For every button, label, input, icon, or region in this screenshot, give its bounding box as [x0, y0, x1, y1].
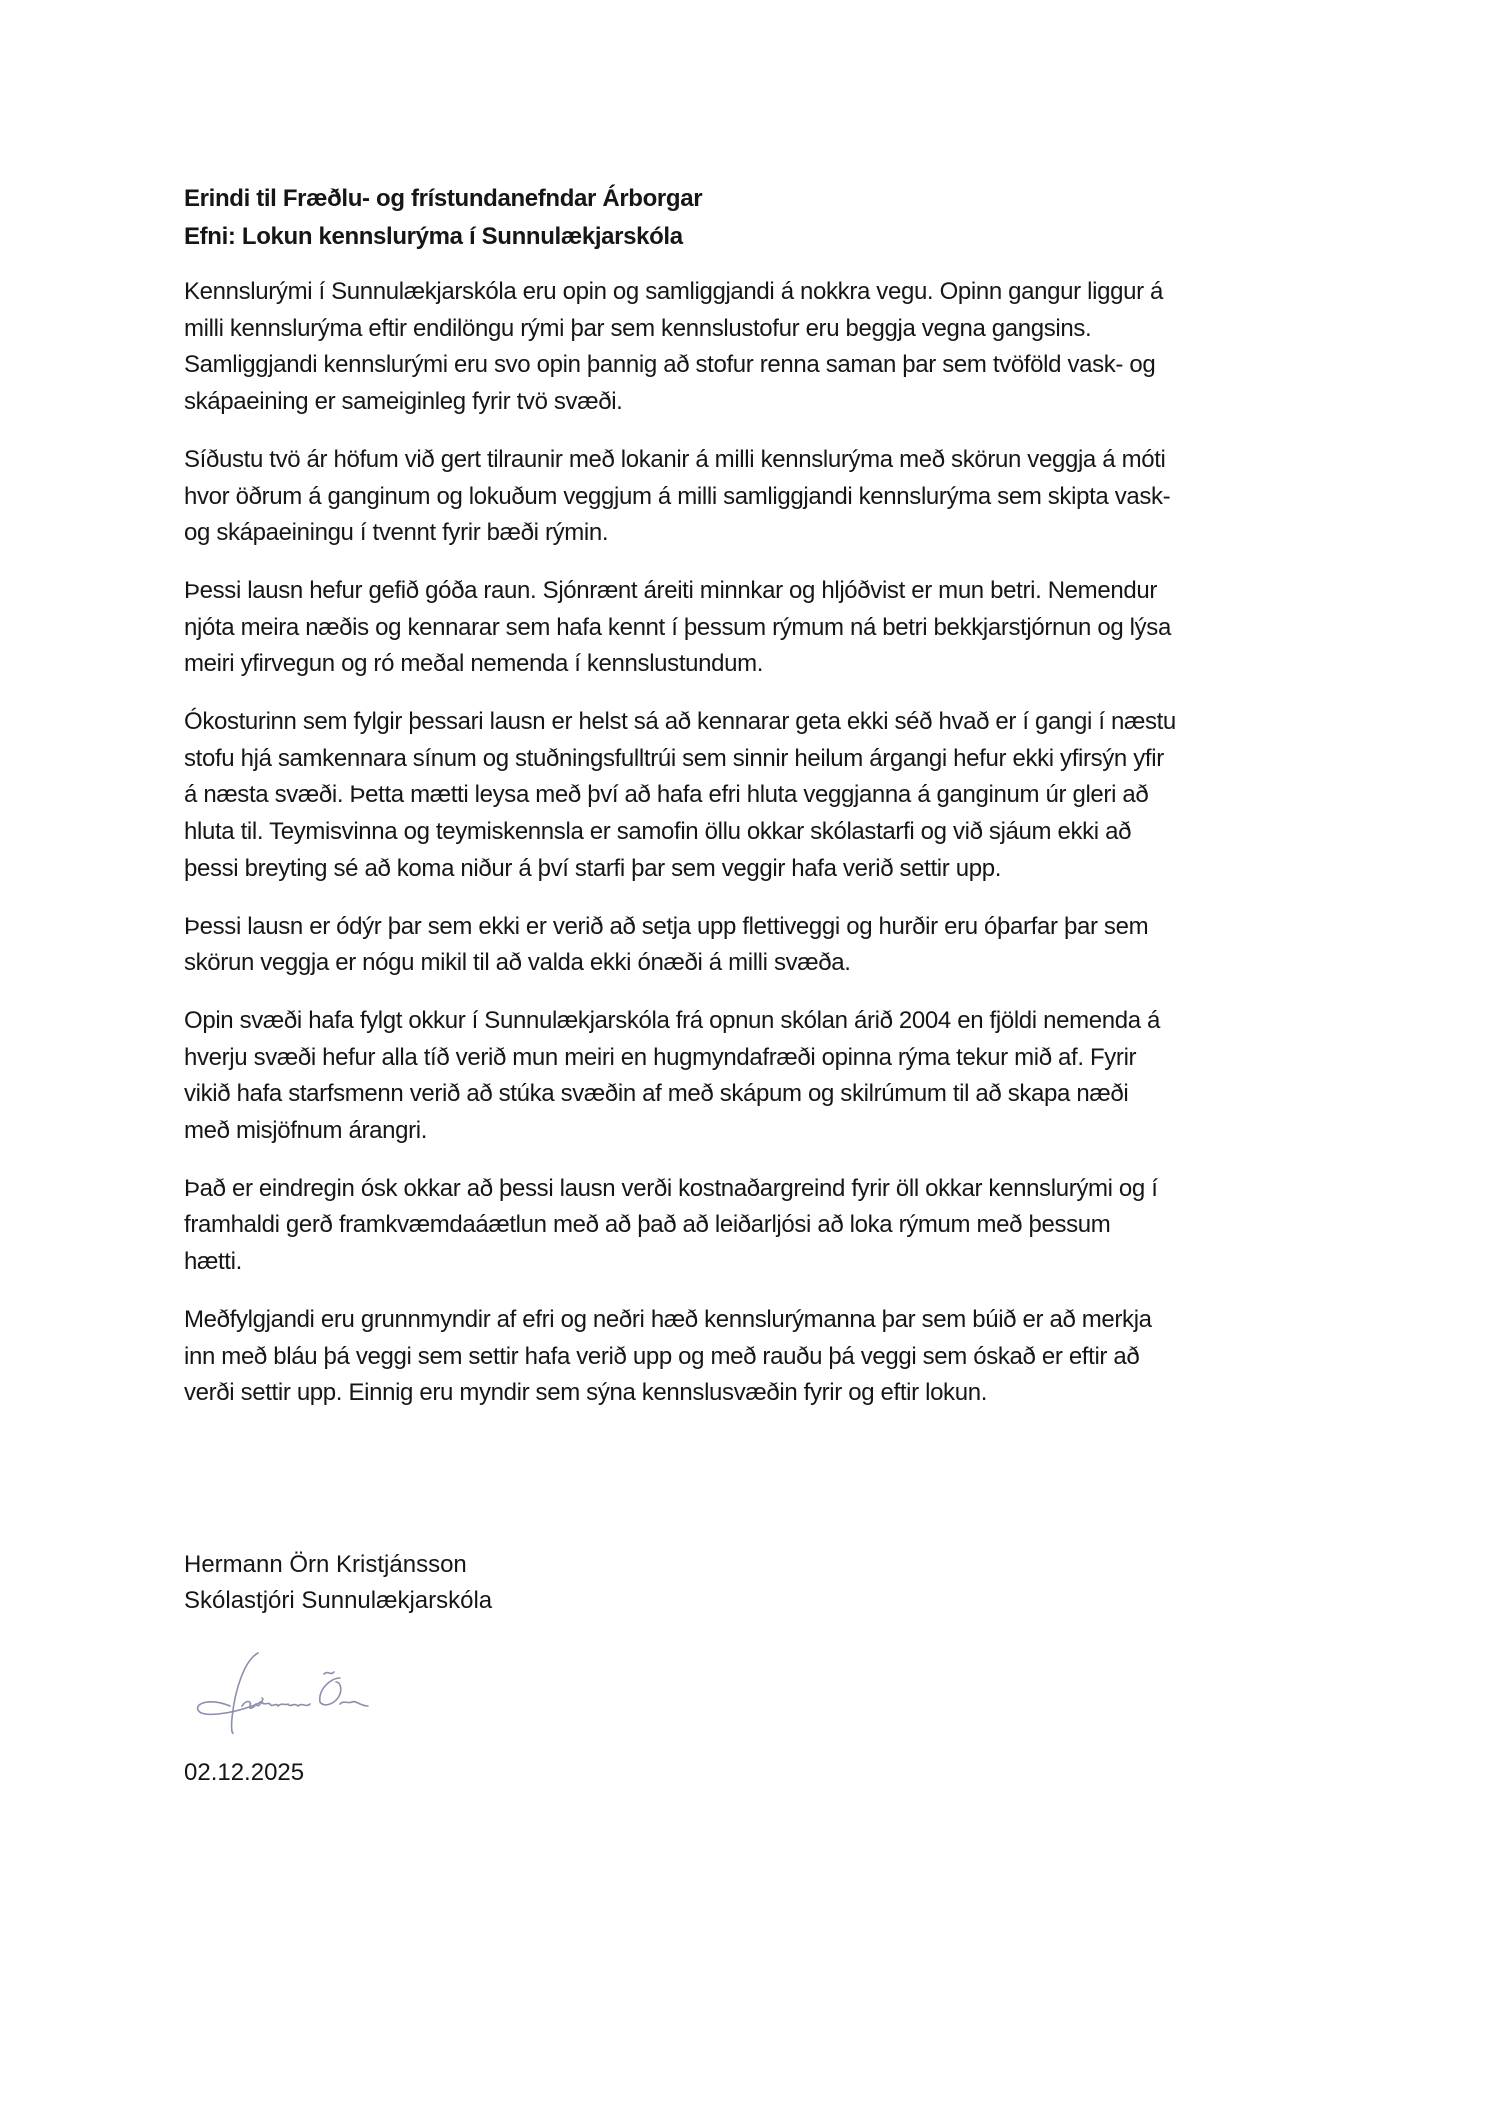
paragraph-line: inn með bláu þá veggi sem settir hafa verið upp og með rauðu þá veggi sem óskað er eftir að — [184, 1342, 1140, 1370]
paragraph-line: Þessi lausn er ódýr þar sem ekki er verið að setja upp flettiveggi og hurðir eru óþarfar þar sem — [184, 912, 1149, 940]
paragraph-line: milli kennslurýma eftir endilöngu rými þar sem kennslustofur eru beggja vegna gangsins. — [184, 314, 1092, 342]
paragraph-line: framhaldi gerð framkvæmdaáætlun með að það að leiðarljósi að loka rýmum með þessum — [184, 1211, 1111, 1239]
paragraph-line: Samliggjandi kennslurými eru svo opin þannig að stofur renna saman þar sem tvöföld vask- og — [184, 351, 1156, 379]
paragraph-line: þessi breyting sé að koma niður á því starfi þar sem veggir hafa verið settir upp. — [184, 854, 1002, 882]
paragraph-line: meiri yfirvegun og ró meðal nemenda í kennslustundum. — [184, 650, 764, 678]
paragraph-line: vikið hafa starfsmenn verið að stúka svæðin af með skápum og skilrúmum til að skapa næði — [184, 1080, 1129, 1108]
paragraph-line: njóta meira næðis og kennarar sem hafa kennt í þessum rýmum ná betri bekkjarstjórnun og lýsa — [184, 613, 1171, 641]
paragraph — [184, 909, 1344, 982]
paragraph-line: hvor öðrum á ganginum og lokuðum veggjum á milli samliggjandi kennslurýma sem skipta vask- — [184, 482, 1171, 510]
paragraph-line: Það er eindregin ósk okkar að þessi lausn verði kostnaðargreind fyrir öll okkar kennslurými og í — [184, 1174, 1158, 1202]
paragraph-line: hætti. — [184, 1248, 242, 1276]
paragraph — [184, 573, 1344, 683]
letter-heading — [184, 180, 1344, 256]
paragraph — [184, 704, 1344, 888]
paragraph-line: skápaeining er sameiginleg fyrir tvö svæði. — [184, 388, 623, 416]
heading-recipient: Erindi til Fræðlu- og frístundanefndar Árborgar — [184, 185, 703, 212]
paragraph-line: Þessi lausn hefur gefið góða raun. Sjónrænt áreiti minnkar og hljóðvist er mun betri. Nemendur — [184, 576, 1157, 604]
paragraph-line: hluta til. Teymisvinna og teymiskennsla er samofin öllu okkar skólastarfi og við sjáum ekki að — [184, 818, 1132, 846]
paragraph — [184, 1171, 1344, 1281]
paragraph — [184, 274, 1344, 421]
signatory-name: Hermann Örn Kristjánsson — [184, 1551, 467, 1578]
heading-subject: Efni: Lokun kennslurýma í Sunnulækjarskóla — [184, 223, 683, 250]
paragraph-line: verði settir upp. Einnig eru myndir sem sýna kennslusvæðin fyrir og eftir lokun. — [184, 1379, 988, 1407]
handwritten-signature — [190, 1648, 390, 1738]
paragraph — [184, 1302, 1344, 1412]
closing-block — [184, 1547, 492, 1619]
paragraph-line: á næsta svæði. Þetta mætti leysa með því að hafa efri hluta veggjanna á ganginum úr gleri að — [184, 781, 1149, 809]
paragraph-line: skörun veggja er nógu mikil til að valda ekki ónæði á milli svæða. — [184, 949, 851, 977]
paragraph-line: og skápaeiningu í tvennt fyrir bæði rýmin. — [184, 519, 609, 547]
paragraph-line: með misjöfnum árangri. — [184, 1117, 428, 1145]
paragraph — [184, 442, 1344, 552]
paragraph-line: hverju svæði hefur alla tíð verið mun meiri en hugmyndafræði opinna rýma tekur mið af. Fyrir — [184, 1043, 1137, 1071]
paragraph-line: Opin svæði hafa fylgt okkur í Sunnulækjarskóla frá opnun skólan árið 2004 en fjöldi nemenda á — [184, 1006, 1161, 1034]
paragraph-line: stofu hjá samkennara sínum og stuðningsfulltrúi sem sinnir heilum árgangi hefur ekki yfirsýn yfir — [184, 744, 1164, 772]
paragraph-line: Ókosturinn sem fylgir þessari lausn er helst sá að kennarar geta ekki séð hvað er í gangi í næstu — [184, 708, 1176, 736]
letter-date: 02.12.2025 — [184, 1759, 305, 1786]
paragraph-line: Kennslurými í Sunnulækjarskóla eru opin og samliggjandi á nokkra vegu. Opinn gangur liggur á — [184, 278, 1164, 305]
paragraphs — [184, 274, 1344, 1412]
paragraph-line: Meðfylgjandi eru grunnmyndir af efri og neðri hæð kennslurýmanna þar sem búið er að merkja — [184, 1305, 1152, 1333]
paragraph-line: Síðustu tvö ár höfum við gert tilraunir með lokanir á milli kennslurýma með skörun veggja á móti — [184, 445, 1166, 473]
signatory-title: Skólastjóri Sunnulækjarskóla — [184, 1587, 493, 1614]
letter-body — [184, 180, 1344, 1433]
paragraph — [184, 1003, 1344, 1150]
